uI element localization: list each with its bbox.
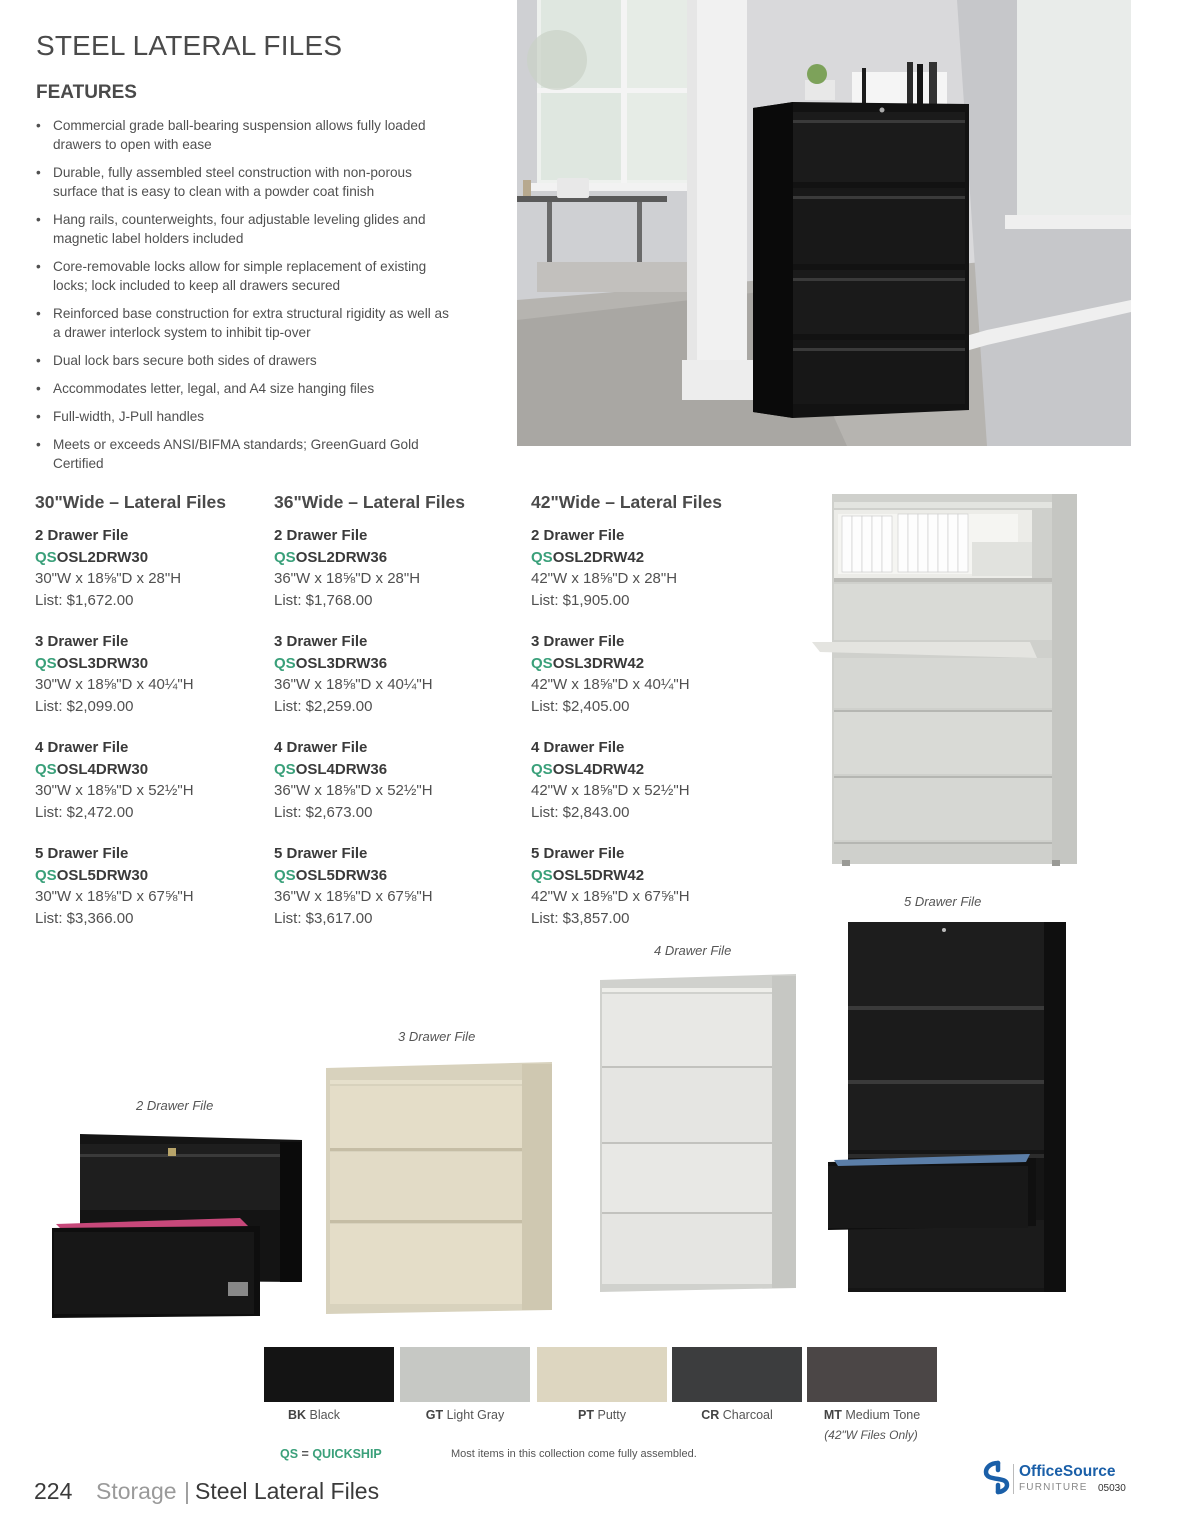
column-heading: 36"Wide – Lateral Files: [274, 492, 465, 512]
product-price: List: $1,768.00: [274, 591, 373, 609]
gray-5-drawer-open-image: [812, 492, 1082, 867]
product-item: [531, 843, 771, 929]
caption-4-drawer: 4 Drawer File: [654, 943, 732, 958]
column-36-wide: [274, 492, 514, 949]
quickship-prefix: QS: [531, 866, 553, 884]
product-item: [274, 525, 514, 611]
quickship-prefix: QS: [531, 760, 553, 778]
quickship-prefix: QS: [274, 760, 296, 778]
quickship-prefix: QS: [531, 654, 553, 672]
feature-item: • Accommodates letter, legal, and A4 size hanging files: [36, 379, 456, 398]
caption-3-drawer: 3 Drawer File: [398, 1029, 476, 1044]
product-sku: [531, 547, 771, 569]
quickship-prefix: QS: [274, 548, 296, 566]
feature-item: • Dual lock bars secure both sides of drawers: [36, 351, 456, 370]
product-dimensions: 42"W x 18⅝"D x 40¼"H: [531, 676, 690, 693]
sku-code: OSL3DRW42: [552, 654, 645, 672]
sku-code: OSL2DRW42: [552, 548, 645, 566]
column-30-wide: [35, 492, 275, 949]
assembly-note: Most items in this collection come fully assembled.: [451, 1448, 697, 1460]
product-sku: [531, 759, 771, 781]
product-dimensions: 30"W x 18⅝"D x 40¼"H: [35, 676, 194, 693]
logo-subtitle: FURNITURE: [1019, 1482, 1088, 1493]
column-heading: 30"Wide – Lateral Files: [35, 492, 226, 512]
product-item: [274, 631, 514, 717]
product-sku: [531, 865, 771, 887]
product-name: 5 Drawer File: [274, 845, 368, 862]
feature-item: • Meets or exceeds ANSI/BIFMA standards; GreenGuard Gold Certified: [36, 435, 456, 473]
swatch-label-putty: PT Putty: [578, 1408, 626, 1422]
product-price: List: $3,617.00: [274, 909, 373, 927]
feature-item: • Durable, fully assembled steel construction with non-porous surface that is easy to clean with a powder coat finish: [36, 163, 456, 201]
product-item: [531, 737, 771, 823]
product-sku: [531, 653, 771, 675]
quickship-prefix: QS: [274, 866, 296, 884]
product-price: List: $2,472.00: [35, 803, 134, 821]
product-item: [274, 843, 514, 929]
product-sku: [274, 547, 514, 569]
column-heading: 42"Wide – Lateral Files: [531, 492, 722, 512]
product-dimensions: 30"W x 18⅝"D x 52½"H: [35, 782, 194, 799]
sku-code: OSL2DRW30: [56, 548, 149, 566]
swatch-charcoal: [672, 1347, 802, 1402]
sku-code: OSL5DRW30: [56, 866, 149, 884]
feature-item: • Commercial grade ball-bearing suspension allows fully loaded drawers to open with ease: [36, 116, 456, 154]
features-heading: FEATURES: [36, 82, 137, 103]
product-item: [35, 843, 275, 929]
column-42-wide: [531, 492, 771, 949]
product-price: List: $2,405.00: [531, 697, 630, 715]
medium-tone-note: (42"W Files Only): [824, 1428, 918, 1442]
swatch-label-light-gray: GT Light Gray: [425, 1408, 505, 1422]
swatch-medium-tone: [807, 1347, 937, 1402]
product-sku: [35, 759, 275, 781]
feature-item: • Full-width, J-Pull handles: [36, 407, 456, 426]
page-title: STEEL LATERAL FILES: [36, 30, 343, 61]
product-item: [35, 631, 275, 717]
product-price: List: $3,857.00: [531, 909, 630, 927]
product-price: List: $2,099.00: [35, 697, 134, 715]
product-dimensions: 36"W x 18⅝"D x 67⅝"H: [274, 888, 433, 905]
swatch-label-black: BK Black: [287, 1408, 341, 1422]
feature-item: • Core-removable locks allow for simple replacement of existing locks; lock included to keep all drawers secured: [36, 257, 456, 295]
product-name: 3 Drawer File: [274, 633, 368, 650]
caption-5-drawer: 5 Drawer File: [904, 894, 982, 909]
footer-title: Steel Lateral Files: [195, 1478, 380, 1504]
page-number: 224: [34, 1478, 73, 1504]
product-dimensions: 30"W x 18⅝"D x 28"H: [35, 570, 182, 587]
product-dimensions: 30"W x 18⅝"D x 67⅝"H: [35, 888, 194, 905]
product-sku: [35, 547, 275, 569]
sku-code: OSL5DRW36: [295, 866, 388, 884]
product-dimensions: 42"W x 18⅝"D x 52½"H: [531, 782, 690, 799]
footer-section: Storage: [96, 1478, 177, 1504]
sku-code: OSL3DRW30: [56, 654, 149, 672]
product-dimensions: 42"W x 18⅝"D x 28"H: [531, 570, 678, 587]
product-price: List: $2,673.00: [274, 803, 373, 821]
product-name: 3 Drawer File: [531, 633, 625, 650]
product-name: 2 Drawer File: [274, 527, 368, 544]
quickship-prefix: QS: [35, 548, 57, 566]
product-item: [274, 737, 514, 823]
sku-code: OSL4DRW30: [56, 760, 149, 778]
quickship-prefix: QS: [531, 548, 553, 566]
product-name: 2 Drawer File: [531, 527, 625, 544]
product-price: List: $1,672.00: [35, 591, 134, 609]
officesource-logo-icon: [983, 1460, 1013, 1496]
product-item: [531, 631, 771, 717]
features-list: [36, 116, 456, 482]
swatch-label-medium-tone: MT Medium Tone: [823, 1408, 921, 1422]
product-dimensions: 36"W x 18⅝"D x 28"H: [274, 570, 421, 587]
product-name: 3 Drawer File: [35, 633, 129, 650]
product-price: List: $3,366.00: [35, 909, 134, 927]
swatch-putty: [537, 1347, 667, 1402]
product-sku: [35, 865, 275, 887]
sku-code: OSL4DRW36: [295, 760, 388, 778]
product-sku: [274, 653, 514, 675]
caption-2-drawer: 2 Drawer File: [136, 1098, 214, 1113]
sku-code: OSL2DRW36: [295, 548, 388, 566]
feature-item: • Hang rails, counterweights, four adjustable leveling glides and magnetic label holders included: [36, 210, 456, 248]
feature-item: • Reinforced base construction for extra structural rigidity as well as a drawer interlock system to inhibit tip-over: [36, 304, 456, 342]
footer-separator: |: [184, 1478, 190, 1504]
quickship-prefix: QS: [35, 654, 57, 672]
gray-4-drawer-image: [598, 972, 798, 1294]
product-item: [35, 737, 275, 823]
sku-code: OSL3DRW36: [295, 654, 388, 672]
product-dimensions: 42"W x 18⅝"D x 67⅝"H: [531, 888, 690, 905]
product-name: 2 Drawer File: [35, 527, 129, 544]
product-name: 4 Drawer File: [35, 739, 129, 756]
black-5-drawer-image: [826, 920, 1071, 1296]
swatch-black: [264, 1347, 394, 1402]
product-price: List: $1,905.00: [531, 591, 630, 609]
product-item: [35, 525, 275, 611]
product-item: [531, 525, 771, 611]
putty-3-drawer-image: [324, 1060, 554, 1316]
product-sku: [274, 865, 514, 887]
quickship-prefix: QS: [35, 760, 57, 778]
sku-code: OSL4DRW42: [552, 760, 645, 778]
product-price: List: $2,259.00: [274, 697, 373, 715]
black-2-drawer-image: [50, 1132, 304, 1320]
hero-room-photo: [517, 0, 1131, 446]
product-name: 5 Drawer File: [35, 845, 129, 862]
product-sku: [274, 759, 514, 781]
quickship-prefix: QS: [274, 654, 296, 672]
logo-name: OfficeSource: [1019, 1463, 1116, 1480]
product-name: 5 Drawer File: [531, 845, 625, 862]
product-sku: [35, 653, 275, 675]
product-name: 4 Drawer File: [274, 739, 368, 756]
swatch-label-charcoal: CR Charcoal: [701, 1408, 773, 1422]
product-dimensions: 36"W x 18⅝"D x 40¼"H: [274, 676, 433, 693]
quickship-legend: QS = QUICKSHIP: [280, 1447, 382, 1461]
swatch-light-gray: [400, 1347, 530, 1402]
product-name: 4 Drawer File: [531, 739, 625, 756]
sku-code: OSL5DRW42: [552, 866, 645, 884]
product-price: List: $2,843.00: [531, 803, 630, 821]
logo-code: 05030: [1098, 1483, 1126, 1494]
product-dimensions: 36"W x 18⅝"D x 52½"H: [274, 782, 433, 799]
quickship-prefix: QS: [35, 866, 57, 884]
